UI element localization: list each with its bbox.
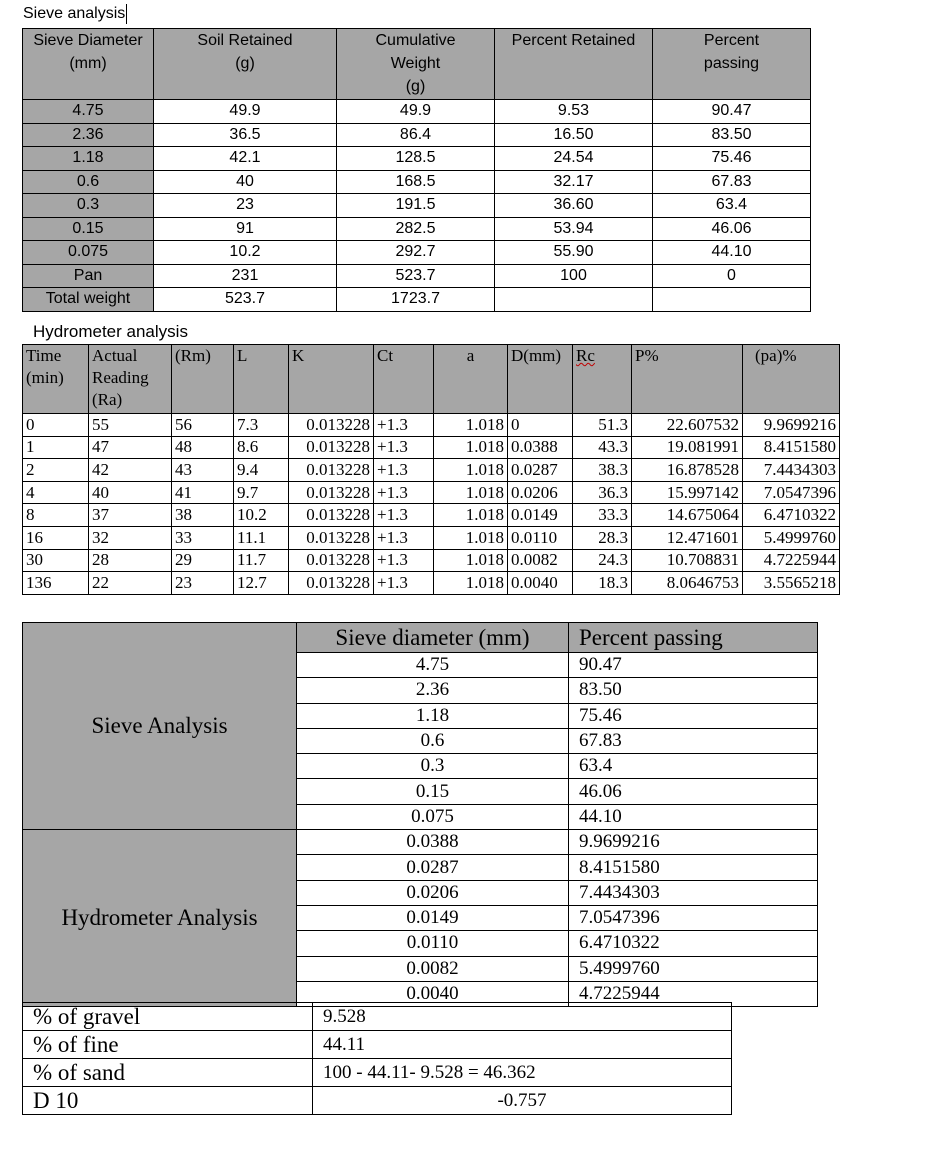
table-cell: 4.75 [297,653,569,678]
hydro-header-rc-text: Rc [576,346,595,365]
hydro-header-ct: Ct [374,345,434,414]
table-cell: 49.9 [154,100,337,124]
table-row [23,170,811,194]
table-cell: 75.46 [653,147,811,171]
fine-value: 44.11 [313,1031,732,1059]
table-cell: 28.3 [573,526,632,549]
hydrometer-analysis-table [22,344,840,595]
table-cell: 1.018 [434,504,508,527]
table-cell: 9.9699216 [743,414,840,437]
table-cell: 0.0206 [508,481,573,504]
hydro-header-rm: (Rm) [172,345,234,414]
table-cell: 0.0149 [508,504,573,527]
table-cell: +1.3 [374,414,434,437]
hydro-header-k: K [289,345,374,414]
table-cell: 12.7 [234,572,289,595]
table-cell: 1723.7 [337,288,495,312]
hydro-header-a: a [434,345,508,414]
hydrometer-analysis-title: Hydrometer analysis [33,322,188,341]
table-cell [653,288,811,312]
sieve-diameter-cell: 4.75 [23,100,154,124]
table-cell: 44.10 [653,241,811,265]
sieve-diameter-cell: 0.3 [23,194,154,218]
table-cell: 2 [23,459,89,482]
table-cell: 4 [23,481,89,504]
table-cell: 44.10 [569,804,818,829]
table-cell: 1.018 [434,436,508,459]
summary-header-diameter: Sieve diameter (mm) [297,623,569,653]
table-row [23,1087,732,1115]
table-row [23,288,811,312]
table-cell: 36.3 [573,481,632,504]
table-row [23,147,811,171]
table-cell: 7.0547396 [569,905,818,930]
sieve-diameter-cell: Pan [23,264,154,288]
table-cell: 6.4710322 [743,504,840,527]
sieve-diameter-cell: 0.075 [23,241,154,265]
table-cell: 63.4 [569,754,818,779]
table-cell: 128.5 [337,147,495,171]
table-cell: 0.0110 [508,526,573,549]
table-cell: 75.46 [569,703,818,728]
table-cell: 90.47 [653,100,811,124]
table-cell: 8.4151580 [743,436,840,459]
table-cell: 0.013228 [289,436,374,459]
table-cell: 8.0646753 [632,572,743,595]
table-row [23,459,840,482]
table-cell: 9.9699216 [569,830,818,855]
hydro-header-diameter: D(mm) [508,345,573,414]
sieve-total-label: Total weight [23,288,154,312]
table-row [23,830,818,855]
table-cell: 7.0547396 [743,481,840,504]
table-cell: 1.018 [434,481,508,504]
table-row [23,572,840,595]
table-row [23,414,840,437]
table-cell: 16.50 [495,123,653,147]
table-cell: 4.7225944 [569,981,818,1006]
table-cell: 7.4434303 [743,459,840,482]
table-cell: 136 [23,572,89,595]
table-cell: +1.3 [374,504,434,527]
table-cell: 40 [89,481,172,504]
table-cell: 0.0040 [508,572,573,595]
table-cell: 55.90 [495,241,653,265]
hydro-header-p-percent: P% [632,345,743,414]
table-cell: +1.3 [374,572,434,595]
table-cell: 9.7 [234,481,289,504]
fine-label: % of fine [23,1031,313,1059]
table-cell: 4.7225944 [743,549,840,572]
sieve-header-row [23,29,811,100]
table-cell: 42 [89,459,172,482]
table-cell: 10.2 [154,241,337,265]
table-row [23,504,840,527]
table-cell: 0.013228 [289,504,374,527]
hydro-header-pa-percent: (pa)% [743,345,840,414]
table-cell: 0.0206 [297,880,569,905]
summary-header-passing: Percent passing [569,623,818,653]
table-cell: +1.3 [374,436,434,459]
table-cell: 37 [89,504,172,527]
table-cell: 43 [172,459,234,482]
table-cell: 33.3 [573,504,632,527]
soil-properties-table [22,1002,732,1115]
table-cell: 43.3 [573,436,632,459]
table-cell: 46.06 [653,217,811,241]
table-cell: 22.607532 [632,414,743,437]
sieve-analysis-title: Sieve analysis [23,5,126,22]
table-cell: 0 [23,414,89,437]
table-row [23,1059,732,1087]
table-row [23,100,811,124]
table-cell: 30 [23,549,89,572]
table-cell: 10.708831 [632,549,743,572]
table-cell: 0.0082 [297,956,569,981]
sieve-header-percent-passing: Percent passing [653,29,811,100]
table-row [23,526,840,549]
table-cell: 49.9 [337,100,495,124]
table-cell: 1.018 [434,549,508,572]
table-cell: 1 [23,436,89,459]
table-cell: 28 [89,549,172,572]
table-row [23,1003,732,1031]
table-cell: 91 [154,217,337,241]
table-cell: 0.3 [297,754,569,779]
table-cell: 2.36 [297,678,569,703]
table-cell: 47 [89,436,172,459]
table-cell: 51.3 [573,414,632,437]
table-row [23,123,811,147]
table-cell: 16.878528 [632,459,743,482]
sand-label: % of sand [23,1059,313,1087]
table-cell: 23 [172,572,234,595]
table-cell: 523.7 [337,264,495,288]
gravel-value: 9.528 [313,1003,732,1031]
table-cell: 0.013228 [289,414,374,437]
table-cell: 292.7 [337,241,495,265]
table-cell: 9.4 [234,459,289,482]
table-cell: 0.0388 [297,830,569,855]
table-cell: 7.4434303 [569,880,818,905]
table-cell: 0.0287 [297,855,569,880]
hydro-header-rc [573,345,632,414]
table-cell: 6.4710322 [569,931,818,956]
table-row [23,1031,732,1059]
table-cell: 41 [172,481,234,504]
table-cell: 8 [23,504,89,527]
table-cell: 29 [172,549,234,572]
table-cell: 67.83 [569,728,818,753]
d10-label: D 10 [23,1087,313,1115]
table-cell: 32.17 [495,170,653,194]
sieve-diameter-cell: 0.6 [23,170,154,194]
table-row [23,481,840,504]
table-cell: 282.5 [337,217,495,241]
table-cell: 8.4151580 [569,855,818,880]
sieve-header-retained: Soil Retained (g) [154,29,337,100]
table-cell: 0.0082 [508,549,573,572]
sieve-diameter-cell: 1.18 [23,147,154,171]
summary-header-row [23,623,818,653]
hydro-header-l: L [234,345,289,414]
table-cell: 90.47 [569,653,818,678]
table-cell: 0.075 [297,804,569,829]
table-cell: 231 [154,264,337,288]
table-cell: 18.3 [573,572,632,595]
table-cell: 0.013228 [289,526,374,549]
table-cell: 0.0287 [508,459,573,482]
table-cell: 523.7 [154,288,337,312]
sieve-diameter-cell: 0.15 [23,217,154,241]
sieve-header-diameter: Sieve Diameter (mm) [23,29,154,100]
table-cell: 16 [23,526,89,549]
sand-value: 100 - 44.11- 9.528 = 46.362 [313,1059,732,1087]
table-cell: 56 [172,414,234,437]
table-cell: 0.013228 [289,481,374,504]
table-row [23,264,811,288]
table-row [23,549,840,572]
table-cell: 23 [154,194,337,218]
table-row [23,436,840,459]
table-cell: 55 [89,414,172,437]
table-cell: 0.013228 [289,572,374,595]
table-row [23,241,811,265]
table-cell: 33 [172,526,234,549]
table-cell: 0.0040 [297,981,569,1006]
hydrometer-analysis-group-label: Hydrometer Analysis [23,830,297,1007]
sieve-diameter-cell: 2.36 [23,123,154,147]
table-cell: 3.5565218 [743,572,840,595]
table-cell: 168.5 [337,170,495,194]
table-cell: 0.0149 [297,905,569,930]
table-cell: 0 [508,414,573,437]
sieve-header-percent-retained: Percent Retained [495,29,653,100]
table-cell: 14.675064 [632,504,743,527]
table-cell: 38 [172,504,234,527]
table-cell: 1.18 [297,703,569,728]
table-cell: 48 [172,436,234,459]
table-cell: +1.3 [374,549,434,572]
table-cell: 24.3 [573,549,632,572]
table-cell: 12.471601 [632,526,743,549]
table-cell: 19.081991 [632,436,743,459]
table-cell: 7.3 [234,414,289,437]
table-cell: 83.50 [653,123,811,147]
hydro-header-actual-reading: Actual Reading (Ra) [89,345,172,414]
sieve-header-cumulative: Cumulative Weight (g) [337,29,495,100]
table-cell: 36.5 [154,123,337,147]
table-row [23,194,811,218]
table-cell: 5.4999760 [569,956,818,981]
table-cell: 53.94 [495,217,653,241]
table-cell: 67.83 [653,170,811,194]
table-cell: 0.0388 [508,436,573,459]
table-cell: 1.018 [434,572,508,595]
table-cell: 0.0110 [297,931,569,956]
table-cell: 11.7 [234,549,289,572]
table-cell: 1.018 [434,526,508,549]
table-cell: 9.53 [495,100,653,124]
table-cell: 46.06 [569,779,818,804]
table-cell: 24.54 [495,147,653,171]
table-cell: 0.013228 [289,459,374,482]
table-cell: 100 [495,264,653,288]
table-cell: 5.4999760 [743,526,840,549]
table-cell: +1.3 [374,481,434,504]
table-cell: 86.4 [337,123,495,147]
table-cell: 83.50 [569,678,818,703]
table-cell: 0.6 [297,728,569,753]
table-cell: +1.3 [374,459,434,482]
table-cell: 1.018 [434,459,508,482]
table-cell: 40 [154,170,337,194]
table-cell: 10.2 [234,504,289,527]
table-cell: 32 [89,526,172,549]
d10-value: -0.757 [313,1087,732,1115]
sieve-analysis-group-label: Sieve Analysis [23,623,297,830]
table-cell: 22 [89,572,172,595]
table-cell: 38.3 [573,459,632,482]
gravel-label: % of gravel [23,1003,313,1031]
table-cell: +1.3 [374,526,434,549]
table-cell [495,288,653,312]
table-cell: 0 [653,264,811,288]
table-cell: 36.60 [495,194,653,218]
table-cell: 8.6 [234,436,289,459]
table-cell: 1.018 [434,414,508,437]
table-cell: 0.013228 [289,549,374,572]
table-row [23,217,811,241]
table-cell: 15.997142 [632,481,743,504]
grain-size-summary-table [22,622,818,1007]
table-cell: 191.5 [337,194,495,218]
table-cell: 11.1 [234,526,289,549]
sieve-analysis-table [22,28,811,312]
hydro-header-time: Time (min) [23,345,89,414]
hydro-header-row [23,345,840,414]
table-cell: 0.15 [297,779,569,804]
table-cell: 63.4 [653,194,811,218]
table-cell: 42.1 [154,147,337,171]
